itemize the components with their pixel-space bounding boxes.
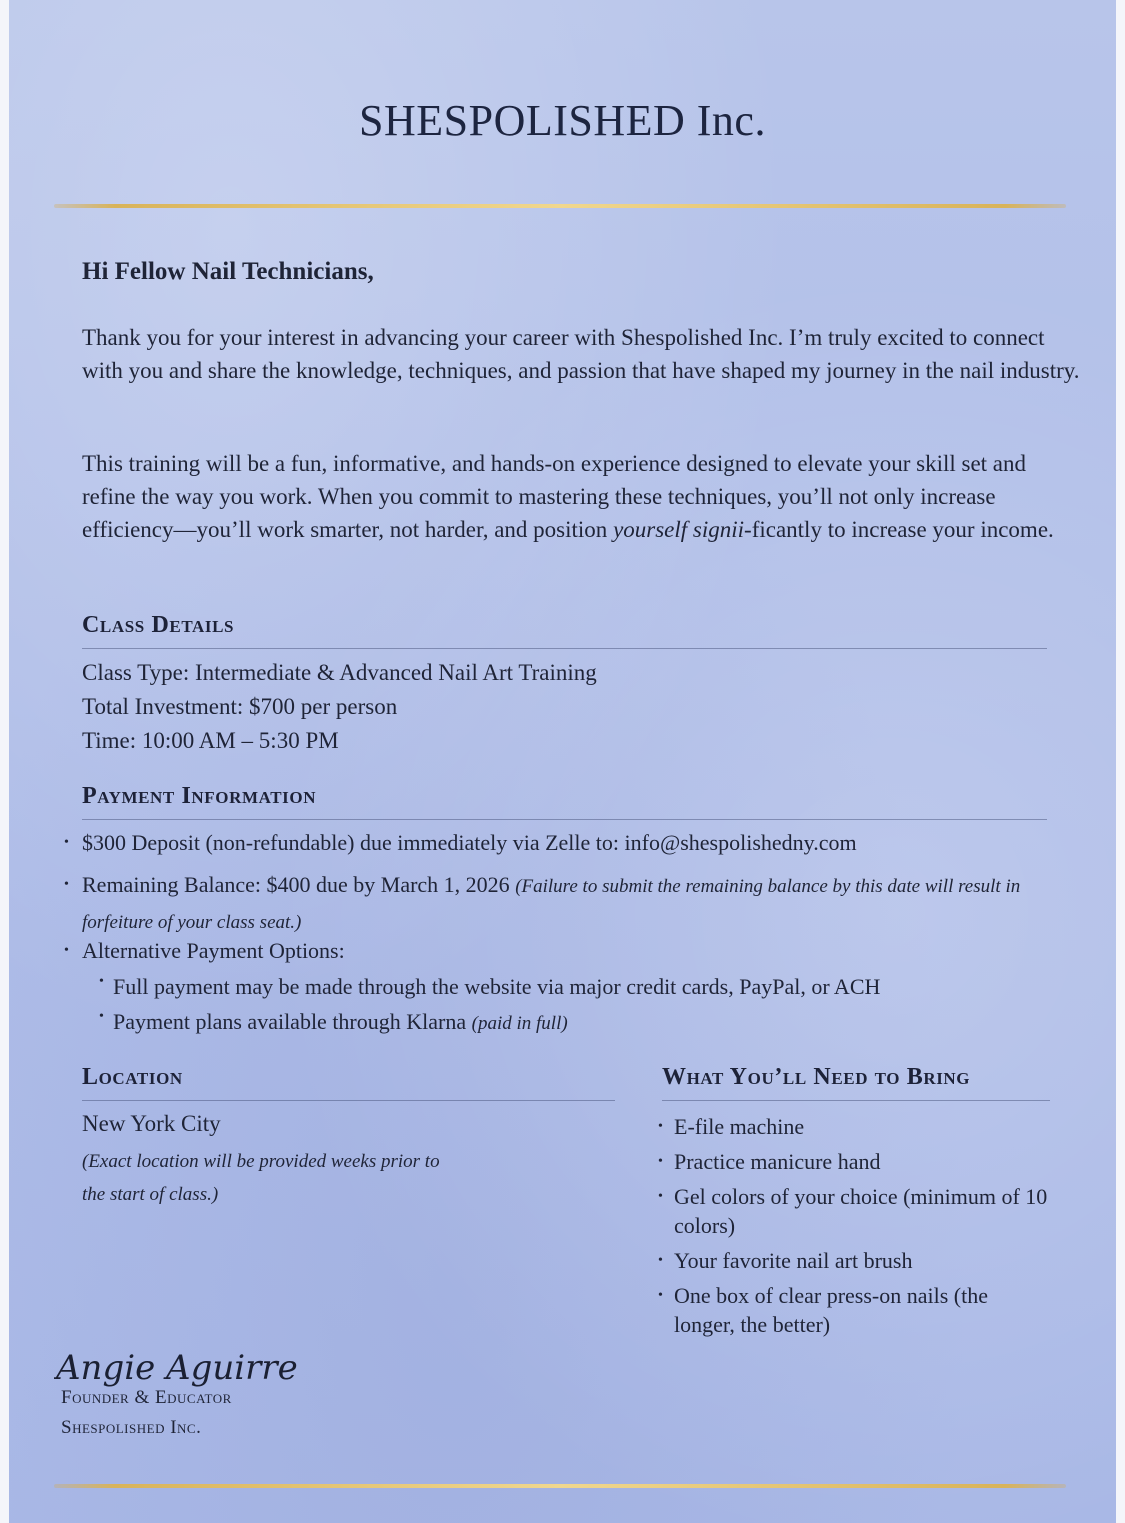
bring-item: • Practice manicure hand [674, 1147, 1074, 1176]
balance-item [82, 868, 1072, 940]
deposit-item: • $300 Deposit (non-refundable) due immediately via Zelle to: info@shespolishedny.com [82, 826, 1072, 860]
intro-paragraph-2-emphasis: yourself signii- [613, 517, 752, 542]
location-note-line-2: the start of class.) [82, 1184, 219, 1205]
signature-company: Shespolished Inc. [61, 1417, 202, 1438]
bring-item: • Your favorite nail art brush [674, 1246, 1074, 1275]
gold-divider-bottom [54, 1484, 1066, 1488]
location-heading: Location [82, 1064, 183, 1090]
alt-payment-klarna-text: Payment plans available through Klarna [113, 1009, 472, 1034]
payment-heading: Payment Information [82, 783, 317, 809]
company-title: SHESPOLISHED Inc. [359, 96, 766, 145]
class-time: Time: 10:00 AM – 5:30 PM [82, 728, 339, 753]
alt-payment-klarna [113, 1009, 568, 1035]
bring-rule [662, 1100, 1050, 1101]
bring-item: • Gel colors of your choice (minimum of 10 colors) [674, 1182, 1069, 1240]
location-city: New York City [82, 1111, 221, 1136]
intro-paragraph-2 [82, 447, 1082, 546]
class-type: Class Type: Intermediate & Advanced Nail Art Training [82, 660, 597, 685]
intro-paragraph-1: Thank you for your interest in advancing your career with Shespolished Inc. I’m truly excited to connect with you and share the knowledge, techniques, and passion that have shaped my journey in the nail industry. [82, 325, 1080, 383]
alternatives-item: • Alternative Payment Options: [82, 934, 682, 968]
intro-paragraph-2-text: This training will be a fun, informative, and hands-on experience designed to elevate your skill set and refine the way you work. When you commit to mastering these techniques, you’ll not only increase efficiency—you’ll work smarter, not harder, and position [82, 451, 1026, 542]
bring-heading: What You’ll Need to Bring [662, 1064, 971, 1090]
alt-payment-full: • Full payment may be made through the website via major credit cards, PayPal, or ACH [113, 974, 880, 1000]
class-details-heading: Class Details [82, 612, 235, 638]
class-details-rule [82, 648, 1047, 649]
balance-text: Remaining Balance: $400 due by March 1, 2026 [82, 872, 516, 897]
greeting: Hi Fellow Nail Technicians, [82, 258, 374, 285]
gold-divider-top [54, 204, 1066, 208]
payment-rule [82, 819, 1047, 820]
total-investment: Total Investment: $700 per person [82, 694, 398, 719]
alt-payment-klarna-note: (paid in full) [471, 1013, 568, 1034]
bring-item: • One box of clear press-on nails (the longer, the better) [674, 1281, 1004, 1339]
location-note-line-1: (Exact location will be provided weeks prior to [82, 1151, 440, 1172]
intro-paragraph-2-end: ficantly to increase your income. [751, 517, 1054, 542]
letter-page [9, 0, 1116, 1523]
signature-block [61, 1383, 232, 1443]
signature-title: Founder & Educator [61, 1387, 232, 1408]
location-rule [82, 1100, 615, 1101]
signature-script: Angie Aguirre [56, 1348, 298, 1388]
bring-item: • E-file machine [674, 1112, 1074, 1141]
balance-note: (Failure to submit the remaining balance by this date will result in forfeiture of your class seat.) [82, 876, 1021, 933]
